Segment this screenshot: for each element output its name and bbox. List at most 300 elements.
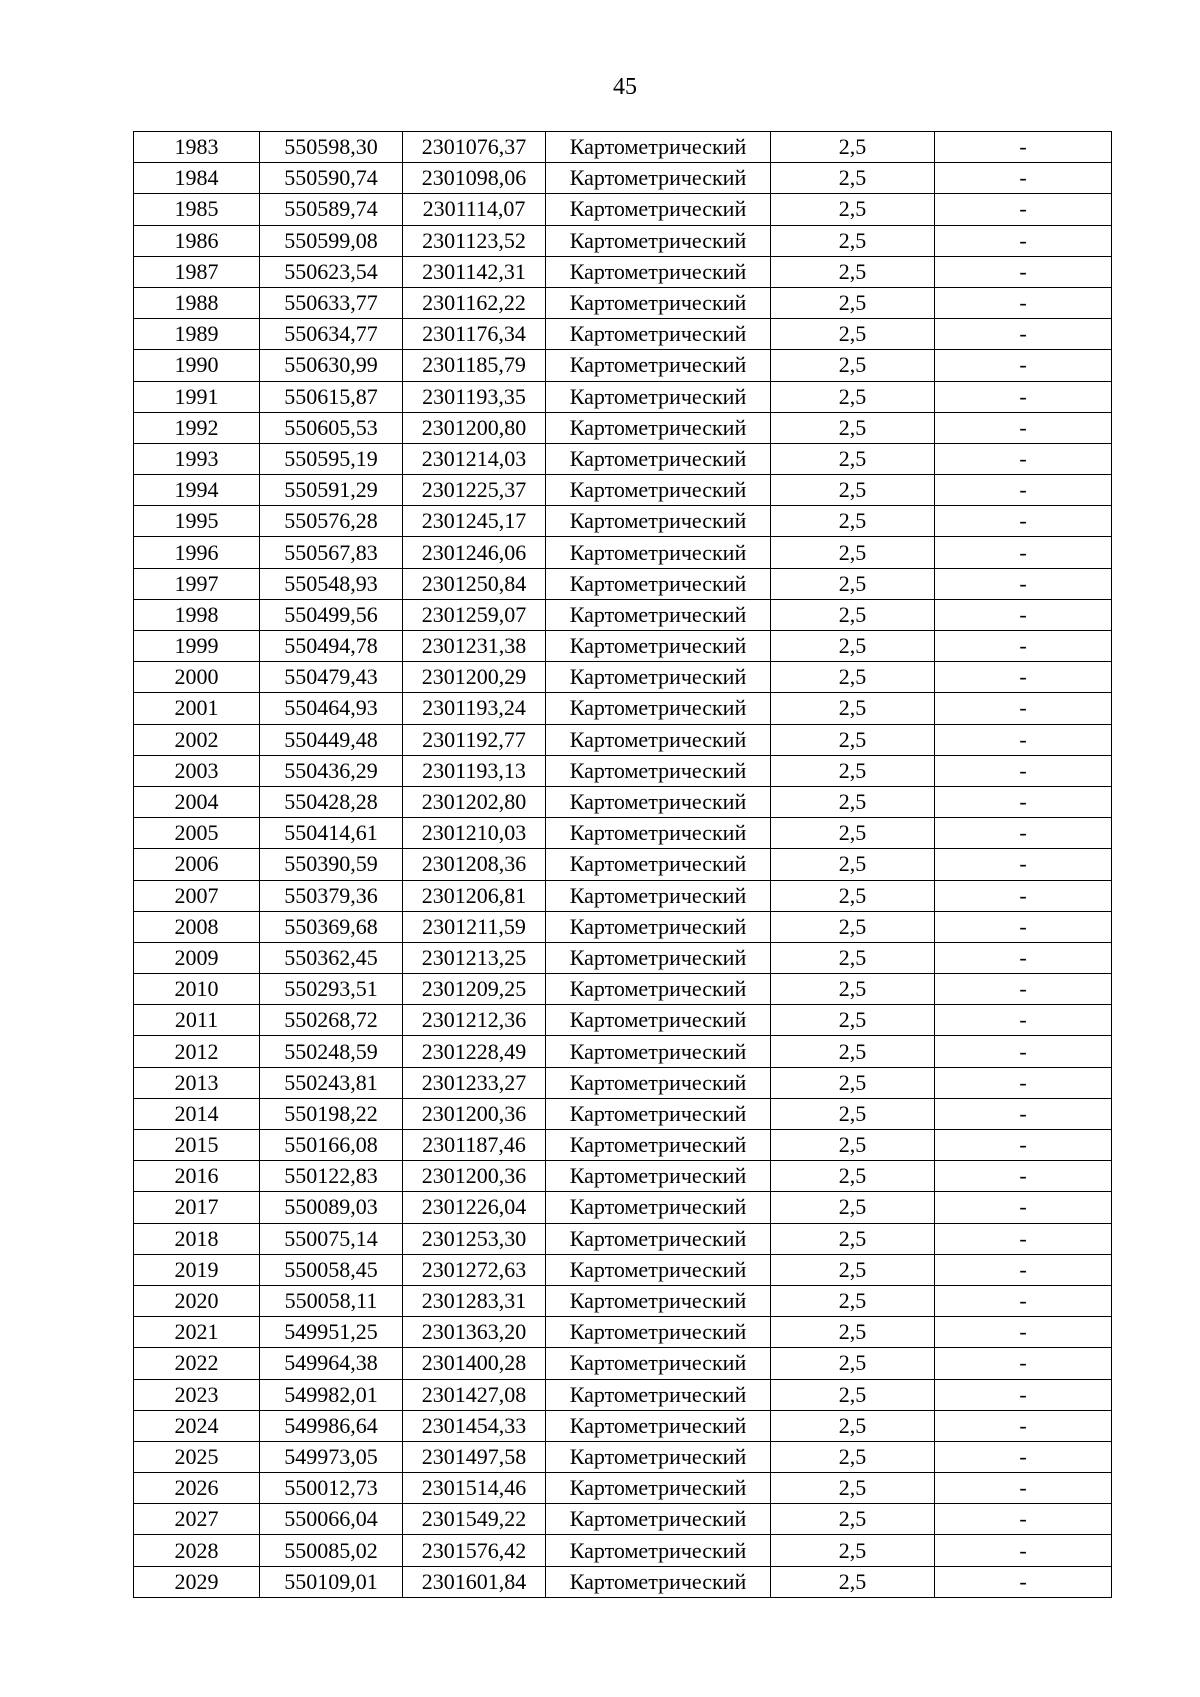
accuracy-cell: 2,5	[771, 1130, 935, 1161]
note-cell: -	[935, 974, 1112, 1005]
x-coordinate-cell: 550414,61	[260, 818, 403, 849]
point-number-cell: 1996	[134, 537, 260, 568]
y-coordinate-cell: 2301226,04	[403, 1192, 546, 1223]
x-coordinate-cell: 550595,19	[260, 443, 403, 474]
accuracy-cell: 2,5	[771, 942, 935, 973]
table-row	[134, 1130, 1112, 1161]
y-coordinate-cell: 2301246,06	[403, 537, 546, 568]
accuracy-cell: 2,5	[771, 880, 935, 911]
method-cell: Картометрический	[546, 818, 771, 849]
note-cell: -	[935, 1441, 1112, 1472]
point-number-cell: 1997	[134, 568, 260, 599]
y-coordinate-cell: 2301098,06	[403, 163, 546, 194]
point-number-cell: 2027	[134, 1504, 260, 1535]
accuracy-cell: 2,5	[771, 256, 935, 287]
note-cell: -	[935, 475, 1112, 506]
x-coordinate-cell: 550615,87	[260, 381, 403, 412]
y-coordinate-cell: 2301210,03	[403, 818, 546, 849]
x-coordinate-cell: 550066,04	[260, 1504, 403, 1535]
method-cell: Картометрический	[546, 942, 771, 973]
x-coordinate-cell: 549982,01	[260, 1379, 403, 1410]
accuracy-cell: 2,5	[771, 693, 935, 724]
accuracy-cell: 2,5	[771, 412, 935, 443]
y-coordinate-cell: 2301213,25	[403, 942, 546, 973]
y-coordinate-cell: 2301208,36	[403, 849, 546, 880]
accuracy-cell: 2,5	[771, 631, 935, 662]
table-row	[134, 132, 1112, 163]
note-cell: -	[935, 1036, 1112, 1067]
accuracy-cell: 2,5	[771, 287, 935, 318]
accuracy-cell: 2,5	[771, 1285, 935, 1316]
method-cell: Картометрический	[546, 1192, 771, 1223]
note-cell: -	[935, 506, 1112, 537]
table-row	[134, 381, 1112, 412]
accuracy-cell: 2,5	[771, 849, 935, 880]
x-coordinate-cell: 549986,64	[260, 1410, 403, 1441]
accuracy-cell: 2,5	[771, 163, 935, 194]
note-cell: -	[935, 1098, 1112, 1129]
x-coordinate-cell: 550058,11	[260, 1285, 403, 1316]
table-row	[134, 1036, 1112, 1067]
y-coordinate-cell: 2301202,80	[403, 786, 546, 817]
point-number-cell: 1998	[134, 599, 260, 630]
x-coordinate-cell: 549964,38	[260, 1348, 403, 1379]
y-coordinate-cell: 2301283,31	[403, 1285, 546, 1316]
y-coordinate-cell: 2301427,08	[403, 1379, 546, 1410]
accuracy-cell: 2,5	[771, 1441, 935, 1472]
accuracy-cell: 2,5	[771, 1410, 935, 1441]
method-cell: Картометрический	[546, 1005, 771, 1036]
x-coordinate-cell: 550567,83	[260, 537, 403, 568]
accuracy-cell: 2,5	[771, 381, 935, 412]
x-coordinate-cell: 550464,93	[260, 693, 403, 724]
method-cell: Картометрический	[546, 1535, 771, 1566]
method-cell: Картометрический	[546, 537, 771, 568]
y-coordinate-cell: 2301454,33	[403, 1410, 546, 1441]
accuracy-cell: 2,5	[771, 662, 935, 693]
method-cell: Картометрический	[546, 1098, 771, 1129]
point-number-cell: 2020	[134, 1285, 260, 1316]
method-cell: Картометрический	[546, 693, 771, 724]
y-coordinate-cell: 2301200,36	[403, 1098, 546, 1129]
method-cell: Картометрический	[546, 1473, 771, 1504]
accuracy-cell: 2,5	[771, 755, 935, 786]
accuracy-cell: 2,5	[771, 1473, 935, 1504]
accuracy-cell: 2,5	[771, 1098, 935, 1129]
note-cell: -	[935, 631, 1112, 662]
point-number-cell: 2009	[134, 942, 260, 973]
method-cell: Картометрический	[546, 506, 771, 537]
method-cell: Картометрический	[546, 1504, 771, 1535]
point-number-cell: 2008	[134, 911, 260, 942]
method-cell: Картометрический	[546, 880, 771, 911]
y-coordinate-cell: 2301250,84	[403, 568, 546, 599]
point-number-cell: 2007	[134, 880, 260, 911]
point-number-cell: 1983	[134, 132, 260, 163]
x-coordinate-cell: 550633,77	[260, 287, 403, 318]
accuracy-cell: 2,5	[771, 1504, 935, 1535]
accuracy-cell: 2,5	[771, 1254, 935, 1285]
point-number-cell: 2006	[134, 849, 260, 880]
table-row	[134, 693, 1112, 724]
x-coordinate-cell: 550362,45	[260, 942, 403, 973]
y-coordinate-cell: 2301576,42	[403, 1535, 546, 1566]
x-coordinate-cell: 550012,73	[260, 1473, 403, 1504]
point-number-cell: 2023	[134, 1379, 260, 1410]
accuracy-cell: 2,5	[771, 1535, 935, 1566]
y-coordinate-cell: 2301193,13	[403, 755, 546, 786]
table-row	[134, 568, 1112, 599]
y-coordinate-cell: 2301259,07	[403, 599, 546, 630]
y-coordinate-cell: 2301185,79	[403, 350, 546, 381]
x-coordinate-cell: 550499,56	[260, 599, 403, 630]
note-cell: -	[935, 350, 1112, 381]
point-number-cell: 2005	[134, 818, 260, 849]
y-coordinate-cell: 2301114,07	[403, 194, 546, 225]
accuracy-cell: 2,5	[771, 350, 935, 381]
note-cell: -	[935, 319, 1112, 350]
note-cell: -	[935, 225, 1112, 256]
method-cell: Картометрический	[546, 475, 771, 506]
x-coordinate-cell: 550058,45	[260, 1254, 403, 1285]
x-coordinate-cell: 550243,81	[260, 1067, 403, 1098]
method-cell: Картометрический	[546, 1067, 771, 1098]
accuracy-cell: 2,5	[771, 1566, 935, 1597]
accuracy-cell: 2,5	[771, 1161, 935, 1192]
accuracy-cell: 2,5	[771, 194, 935, 225]
y-coordinate-cell: 2301142,31	[403, 256, 546, 287]
y-coordinate-cell: 2301076,37	[403, 132, 546, 163]
table-row	[134, 1161, 1112, 1192]
note-cell: -	[935, 132, 1112, 163]
x-coordinate-cell: 550369,68	[260, 911, 403, 942]
point-number-cell: 2029	[134, 1566, 260, 1597]
y-coordinate-cell: 2301187,46	[403, 1130, 546, 1161]
x-coordinate-cell: 550390,59	[260, 849, 403, 880]
y-coordinate-cell: 2301601,84	[403, 1566, 546, 1597]
y-coordinate-cell: 2301200,80	[403, 412, 546, 443]
method-cell: Картометрический	[546, 412, 771, 443]
point-number-cell: 2028	[134, 1535, 260, 1566]
table-row	[134, 163, 1112, 194]
point-number-cell: 2014	[134, 1098, 260, 1129]
y-coordinate-cell: 2301363,20	[403, 1317, 546, 1348]
x-coordinate-cell: 550449,48	[260, 724, 403, 755]
point-number-cell: 2017	[134, 1192, 260, 1223]
x-coordinate-cell: 550494,78	[260, 631, 403, 662]
table-row	[134, 662, 1112, 693]
y-coordinate-cell: 2301192,77	[403, 724, 546, 755]
accuracy-cell: 2,5	[771, 818, 935, 849]
page-number: 45	[613, 74, 637, 100]
note-cell: -	[935, 1535, 1112, 1566]
table-row	[134, 631, 1112, 662]
x-coordinate-cell: 550605,53	[260, 412, 403, 443]
y-coordinate-cell: 2301123,52	[403, 225, 546, 256]
y-coordinate-cell: 2301214,03	[403, 443, 546, 474]
y-coordinate-cell: 2301200,29	[403, 662, 546, 693]
note-cell: -	[935, 1005, 1112, 1036]
y-coordinate-cell: 2301193,35	[403, 381, 546, 412]
point-number-cell: 1988	[134, 287, 260, 318]
point-number-cell: 1992	[134, 412, 260, 443]
accuracy-cell: 2,5	[771, 1379, 935, 1410]
x-coordinate-cell: 550576,28	[260, 506, 403, 537]
method-cell: Картометрический	[546, 1254, 771, 1285]
point-number-cell: 2011	[134, 1005, 260, 1036]
table-row	[134, 256, 1112, 287]
note-cell: -	[935, 755, 1112, 786]
method-cell: Картометрический	[546, 974, 771, 1005]
x-coordinate-cell: 550268,72	[260, 1005, 403, 1036]
point-number-cell: 2025	[134, 1441, 260, 1472]
table-row	[134, 1192, 1112, 1223]
point-number-cell: 1999	[134, 631, 260, 662]
method-cell: Картометрический	[546, 786, 771, 817]
point-number-cell: 1985	[134, 194, 260, 225]
note-cell: -	[935, 818, 1112, 849]
y-coordinate-cell: 2301176,34	[403, 319, 546, 350]
y-coordinate-cell: 2301400,28	[403, 1348, 546, 1379]
table-row	[134, 599, 1112, 630]
point-number-cell: 1991	[134, 381, 260, 412]
note-cell: -	[935, 599, 1112, 630]
x-coordinate-cell: 550590,74	[260, 163, 403, 194]
x-coordinate-cell: 550436,29	[260, 755, 403, 786]
table-row	[134, 942, 1112, 973]
method-cell: Картометрический	[546, 381, 771, 412]
point-number-cell: 2000	[134, 662, 260, 693]
note-cell: -	[935, 412, 1112, 443]
note-cell: -	[935, 1067, 1112, 1098]
table-row	[134, 506, 1112, 537]
note-cell: -	[935, 1566, 1112, 1597]
note-cell: -	[935, 1285, 1112, 1316]
point-number-cell: 2001	[134, 693, 260, 724]
x-coordinate-cell: 550109,01	[260, 1566, 403, 1597]
y-coordinate-cell: 2301162,22	[403, 287, 546, 318]
accuracy-cell: 2,5	[771, 1005, 935, 1036]
table-row	[134, 724, 1112, 755]
point-number-cell: 1984	[134, 163, 260, 194]
method-cell: Картометрический	[546, 1441, 771, 1472]
note-cell: -	[935, 443, 1112, 474]
method-cell: Картометрический	[546, 1223, 771, 1254]
note-cell: -	[935, 849, 1112, 880]
note-cell: -	[935, 163, 1112, 194]
table-row	[134, 786, 1112, 817]
x-coordinate-cell: 550591,29	[260, 475, 403, 506]
point-number-cell: 2004	[134, 786, 260, 817]
y-coordinate-cell: 2301514,46	[403, 1473, 546, 1504]
point-number-cell: 2018	[134, 1223, 260, 1254]
x-coordinate-cell: 550589,74	[260, 194, 403, 225]
x-coordinate-cell: 550634,77	[260, 319, 403, 350]
x-coordinate-cell: 550089,03	[260, 1192, 403, 1223]
table-row	[134, 412, 1112, 443]
method-cell: Картометрический	[546, 755, 771, 786]
accuracy-cell: 2,5	[771, 1348, 935, 1379]
method-cell: Картометрический	[546, 631, 771, 662]
table-row	[134, 537, 1112, 568]
accuracy-cell: 2,5	[771, 974, 935, 1005]
method-cell: Картометрический	[546, 1130, 771, 1161]
point-number-cell: 1993	[134, 443, 260, 474]
y-coordinate-cell: 2301253,30	[403, 1223, 546, 1254]
method-cell: Картометрический	[546, 350, 771, 381]
accuracy-cell: 2,5	[771, 568, 935, 599]
note-cell: -	[935, 194, 1112, 225]
accuracy-cell: 2,5	[771, 786, 935, 817]
accuracy-cell: 2,5	[771, 1036, 935, 1067]
x-coordinate-cell: 550479,43	[260, 662, 403, 693]
y-coordinate-cell: 2301233,27	[403, 1067, 546, 1098]
x-coordinate-cell: 550122,83	[260, 1161, 403, 1192]
y-coordinate-cell: 2301272,63	[403, 1254, 546, 1285]
x-coordinate-cell: 550428,28	[260, 786, 403, 817]
method-cell: Картометрический	[546, 132, 771, 163]
table-row	[134, 225, 1112, 256]
point-number-cell: 2015	[134, 1130, 260, 1161]
accuracy-cell: 2,5	[771, 1317, 935, 1348]
table-row	[134, 475, 1112, 506]
y-coordinate-cell: 2301497,58	[403, 1441, 546, 1472]
point-number-cell: 2013	[134, 1067, 260, 1098]
method-cell: Картометрический	[546, 724, 771, 755]
accuracy-cell: 2,5	[771, 506, 935, 537]
method-cell: Картометрический	[546, 1410, 771, 1441]
method-cell: Картометрический	[546, 194, 771, 225]
x-coordinate-cell: 550166,08	[260, 1130, 403, 1161]
table-row	[134, 849, 1112, 880]
table-row	[134, 911, 1112, 942]
accuracy-cell: 2,5	[771, 443, 935, 474]
table-row	[134, 1379, 1112, 1410]
table-row	[134, 880, 1112, 911]
note-cell: -	[935, 537, 1112, 568]
x-coordinate-cell: 550548,93	[260, 568, 403, 599]
table-row	[134, 319, 1112, 350]
note-cell: -	[935, 1254, 1112, 1285]
note-cell: -	[935, 1317, 1112, 1348]
method-cell: Картометрический	[546, 225, 771, 256]
point-number-cell: 2022	[134, 1348, 260, 1379]
table-row	[134, 1098, 1112, 1129]
x-coordinate-cell: 550075,14	[260, 1223, 403, 1254]
note-cell: -	[935, 1192, 1112, 1223]
y-coordinate-cell: 2301231,38	[403, 631, 546, 662]
accuracy-cell: 2,5	[771, 475, 935, 506]
method-cell: Картометрический	[546, 163, 771, 194]
table-row	[134, 1285, 1112, 1316]
x-coordinate-cell: 549951,25	[260, 1317, 403, 1348]
x-coordinate-cell: 550598,30	[260, 132, 403, 163]
y-coordinate-cell: 2301206,81	[403, 880, 546, 911]
note-cell: -	[935, 287, 1112, 318]
method-cell: Картометрический	[546, 849, 771, 880]
method-cell: Картометрический	[546, 1285, 771, 1316]
point-number-cell: 2019	[134, 1254, 260, 1285]
table-row	[134, 1566, 1112, 1597]
accuracy-cell: 2,5	[771, 599, 935, 630]
table-row	[134, 443, 1112, 474]
note-cell: -	[935, 1161, 1112, 1192]
method-cell: Картометрический	[546, 1379, 771, 1410]
table-row	[134, 194, 1112, 225]
method-cell: Картометрический	[546, 911, 771, 942]
y-coordinate-cell: 2301225,37	[403, 475, 546, 506]
y-coordinate-cell: 2301200,36	[403, 1161, 546, 1192]
method-cell: Картометрический	[546, 287, 771, 318]
method-cell: Картометрический	[546, 1566, 771, 1597]
x-coordinate-cell: 549973,05	[260, 1441, 403, 1472]
table-row	[134, 1441, 1112, 1472]
note-cell: -	[935, 1348, 1112, 1379]
table-row	[134, 1223, 1112, 1254]
table-row	[134, 287, 1112, 318]
note-cell: -	[935, 693, 1112, 724]
table-row	[134, 1535, 1112, 1566]
y-coordinate-cell: 2301245,17	[403, 506, 546, 537]
method-cell: Картометрический	[546, 1317, 771, 1348]
point-number-cell: 2021	[134, 1317, 260, 1348]
point-number-cell: 1994	[134, 475, 260, 506]
point-number-cell: 1987	[134, 256, 260, 287]
note-cell: -	[935, 1410, 1112, 1441]
x-coordinate-cell: 550198,22	[260, 1098, 403, 1129]
table-row	[134, 1473, 1112, 1504]
table-row	[134, 1348, 1112, 1379]
note-cell: -	[935, 724, 1112, 755]
method-cell: Картометрический	[546, 599, 771, 630]
note-cell: -	[935, 942, 1112, 973]
y-coordinate-cell: 2301212,36	[403, 1005, 546, 1036]
method-cell: Картометрический	[546, 443, 771, 474]
note-cell: -	[935, 381, 1112, 412]
accuracy-cell: 2,5	[771, 319, 935, 350]
table-row	[134, 1410, 1112, 1441]
accuracy-cell: 2,5	[771, 132, 935, 163]
method-cell: Картометрический	[546, 256, 771, 287]
note-cell: -	[935, 1130, 1112, 1161]
accuracy-cell: 2,5	[771, 911, 935, 942]
note-cell: -	[935, 568, 1112, 599]
point-number-cell: 2003	[134, 755, 260, 786]
table-row	[134, 1005, 1112, 1036]
note-cell: -	[935, 1379, 1112, 1410]
table-row	[134, 1317, 1112, 1348]
accuracy-cell: 2,5	[771, 724, 935, 755]
point-number-cell: 2026	[134, 1473, 260, 1504]
note-cell: -	[935, 1473, 1112, 1504]
point-number-cell: 2002	[134, 724, 260, 755]
method-cell: Картометрический	[546, 568, 771, 599]
point-number-cell: 2016	[134, 1161, 260, 1192]
note-cell: -	[935, 786, 1112, 817]
accuracy-cell: 2,5	[771, 537, 935, 568]
coordinates-table-body	[134, 132, 1112, 1598]
method-cell: Картометрический	[546, 1348, 771, 1379]
note-cell: -	[935, 1223, 1112, 1254]
note-cell: -	[935, 1504, 1112, 1535]
point-number-cell: 1995	[134, 506, 260, 537]
table-row	[134, 1254, 1112, 1285]
point-number-cell: 1989	[134, 319, 260, 350]
table-row	[134, 350, 1112, 381]
x-coordinate-cell: 550248,59	[260, 1036, 403, 1067]
x-coordinate-cell: 550630,99	[260, 350, 403, 381]
note-cell: -	[935, 880, 1112, 911]
